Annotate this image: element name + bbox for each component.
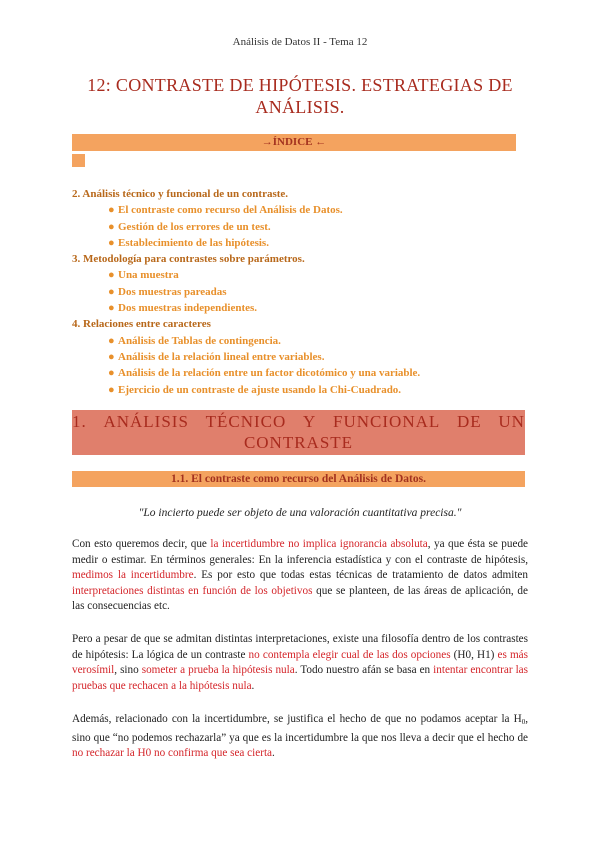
toc-item: ● Dos muestras pareadas bbox=[72, 284, 532, 300]
toc-item: ● Análisis de la relación entre un factor dicotómico y una variable. bbox=[72, 365, 532, 381]
bullet-icon: ● bbox=[108, 367, 115, 380]
bullet-icon: ● bbox=[108, 334, 115, 347]
bullet-icon: ● bbox=[108, 236, 115, 249]
index-banner: →ÍNDICE ← bbox=[72, 134, 516, 151]
paragraph-2: Pero a pesar de que se admitan distintas interpretaciones, existe una filosofía dentro de los contrastes de hipótesis: La lógica de un contraste no contempla elegir cual de las dos opciones (H0, H1) es más verosímil, sino someter a prueba la hipótesis nula. Todo nuestro afán se basa en intentar encontrar las pruebas que rechacen a la hipótesis nula. bbox=[72, 633, 529, 692]
toc-item: ● El contraste como recurso del Análisis de Datos. bbox=[72, 202, 532, 218]
subsection-heading: 1.1. El contraste como recurso del Análisis de Datos. bbox=[170, 473, 426, 485]
toc-section-2: 2. Análisis técnico y funcional de un contraste. bbox=[72, 188, 289, 200]
document-title: 12: CONTRASTE DE HIPÓTESIS. ESTRATEGIAS DE ANÁLISIS. bbox=[87, 75, 513, 117]
bullet-icon: ● bbox=[108, 220, 115, 233]
toc-item: ● Ejercicio de un contraste de ajuste usando la Chi-Cuadrado. bbox=[72, 382, 532, 398]
bullet-icon: ● bbox=[108, 285, 115, 298]
toc-item: ● Una muestra bbox=[72, 267, 532, 283]
bullet-icon: ● bbox=[108, 350, 115, 363]
toc-item: ● Gestión de los errores de un test. bbox=[72, 219, 532, 235]
index-marker bbox=[72, 154, 85, 167]
paragraph-1: Con esto queremos decir, que la incertidumbre no implica ignorancia absoluta, ya que ésta se puede medir o estimar. En términos generales: En la inferencia estadística y con el contraste de hipótesis, medimos la incertidumbre. Es por esto que todas estas técnicas de tratamiento de datos admiten interpretaciones distintas en función de los objetivos que se planteen, de las áreas de aplicación, de las consecuencias etc. bbox=[72, 538, 529, 613]
section-heading: 1. ANÁLISIS TÉCNICO Y FUNCIONAL DE UN bbox=[72, 412, 525, 431]
section-heading-continued: CONTRASTE bbox=[243, 433, 354, 452]
bullet-icon: ● bbox=[108, 269, 115, 282]
toc-section-3: 3. Metodología para contrastes sobre parámetros. bbox=[72, 253, 305, 266]
running-header: Análisis de Datos II - Tema 12 bbox=[232, 36, 368, 48]
paragraph-3: Además, relacionado con la incertidumbre, se justifica el hecho de que no podamos aceptar la $H_0$, sino que “no podemos rechazarla” ya que es la incertidumbre la que nos lleva a decir que el hecho de no rechazar la H0 no confirma que sea cierta. bbox=[72, 713, 528, 760]
toc-item: ● Establecimiento de las hipótesis. bbox=[72, 235, 532, 251]
bullet-icon: ● bbox=[108, 383, 115, 396]
table-of-contents bbox=[72, 186, 532, 398]
bullet-icon: ● bbox=[108, 302, 115, 315]
toc-item: ● Dos muestras independientes. bbox=[72, 300, 532, 316]
quote: "Lo incierto puede ser objeto de una valoración cuantitativa precisa." bbox=[138, 507, 462, 519]
toc-section-4: 4. Relaciones entre caracteres bbox=[72, 318, 211, 331]
toc-item: ● Análisis de Tablas de contingencia. bbox=[72, 333, 532, 349]
toc-item: ● Análisis de la relación lineal entre variables. bbox=[72, 349, 532, 365]
bullet-icon: ● bbox=[108, 204, 115, 217]
